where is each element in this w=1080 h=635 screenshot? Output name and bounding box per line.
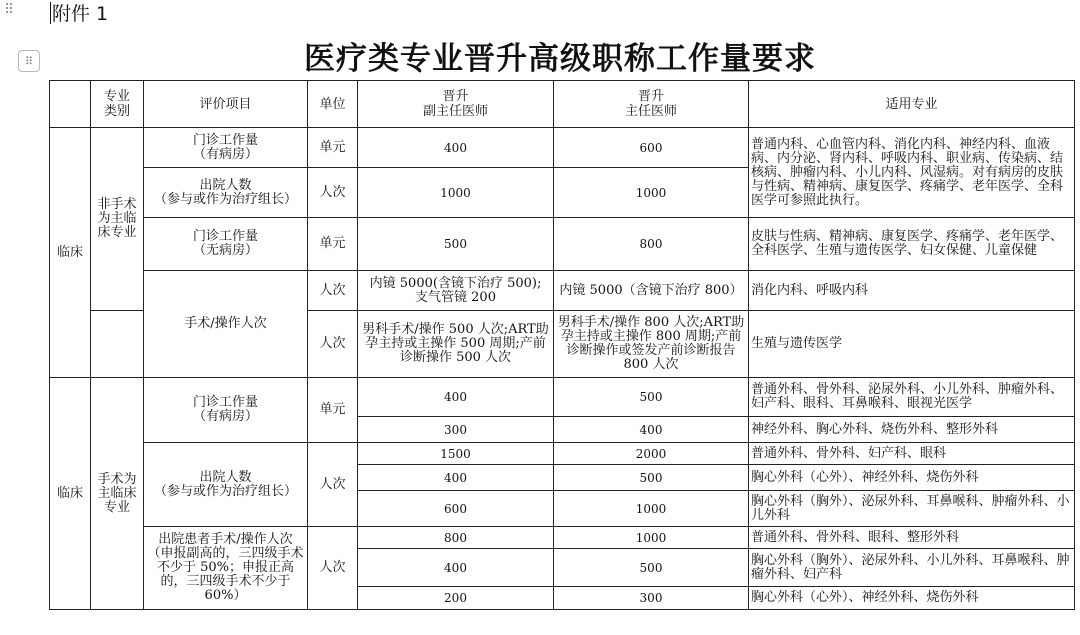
applicable-cell: 生殖与遗传医学 — [749, 311, 1075, 378]
chief-value: 1000 — [554, 527, 749, 549]
category-cell: 非手术 为主临 床专业 — [91, 128, 144, 311]
applicable-cell: 胸心外科（心外）、神经外科、烧伤外科 — [749, 465, 1075, 491]
header-item: 评价项目 — [144, 81, 308, 128]
category-cell: 手术为 主临床 专业 — [91, 378, 144, 610]
chief-value: 600 — [554, 128, 749, 168]
domain-cell: 临床 — [50, 378, 91, 610]
deputy-value: 400 — [358, 465, 554, 491]
deputy-value: 600 — [358, 491, 554, 527]
item-cell: 出院人数 （参与或作为治疗组长） — [144, 168, 308, 218]
applicable-cell: 普通内科、心血管内科、消化内科、神经内科、血液病、内分泌、肾内科、呼吸内科、职业病、传染病、结核病、肿瘤内科、小儿内科、风湿病。对有病房的皮肤与性病、精神病、康复医学、疼痛学、老年医学、全科医学可参照此执行。 — [749, 128, 1075, 218]
table-row — [50, 128, 1075, 168]
chief-value: 500 — [554, 549, 749, 587]
unit-cell: 人次 — [308, 443, 358, 527]
applicable-cell: 皮肤与性病、精神病、康复医学、疼痛学、老年医学、全科医学、生殖与遗传医学、妇女保健、儿童保健 — [749, 218, 1075, 271]
chief-value: 2000 — [554, 443, 749, 465]
table-row — [50, 527, 1075, 549]
applicable-cell: 普通外科、骨外科、泌尿外科、小儿外科、肿瘤外科、妇产科、眼科、耳鼻喉科、眼视光医学 — [749, 378, 1075, 417]
chief-value: 400 — [554, 417, 749, 443]
text-cursor — [50, 2, 51, 24]
domain-cell: 临床 — [50, 128, 91, 378]
deputy-value: 400 — [358, 378, 554, 417]
unit-cell: 人次 — [308, 168, 358, 218]
unit-cell: 单元 — [308, 128, 358, 168]
unit-cell: 人次 — [308, 271, 358, 311]
unit-cell: 单元 — [308, 218, 358, 271]
chief-value: 300 — [554, 587, 749, 610]
applicable-cell: 胸心外科（胸外）、泌尿外科、小儿外科、耳鼻喉科、肿瘤外科、妇产科 — [749, 549, 1075, 587]
deputy-value: 400 — [358, 128, 554, 168]
table-row — [50, 271, 1075, 311]
deputy-value: 400 — [358, 549, 554, 587]
document-title: 医疗类专业晋升高级职称工作量要求 — [304, 41, 816, 77]
chief-value: 500 — [554, 378, 749, 417]
header-unit: 单位 — [308, 81, 358, 128]
table-row — [50, 443, 1075, 465]
drag-handle-icon[interactable]: ⠿ — [4, 2, 14, 18]
unit-cell: 人次 — [308, 527, 358, 610]
annex-label-line[interactable] — [50, 0, 108, 28]
deputy-value: 1000 — [358, 168, 554, 218]
deputy-value: 800 — [358, 527, 554, 549]
item-cell: 手术/操作人次 — [144, 271, 308, 378]
workload-table — [49, 80, 1075, 610]
applicable-cell: 普通外科、骨外科、妇产科、眼科 — [749, 443, 1075, 465]
category-cell-empty — [91, 311, 144, 378]
unit-cell: 单元 — [308, 378, 358, 443]
annex-label: 附件 1 — [52, 3, 109, 25]
applicable-cell: 普通外科、骨外科、眼科、整形外科 — [749, 527, 1075, 549]
deputy-value: 男科手术/操作 500 人次;ART助孕主持或主操作 500 周期;产前诊断操作 500 人次 — [358, 311, 554, 378]
chief-value: 800 — [554, 218, 749, 271]
item-cell: 出院人数 （参与或作为治疗组长） — [144, 443, 308, 527]
item-cell: 门诊工作量 （有病房） — [144, 128, 308, 168]
deputy-value: 1500 — [358, 443, 554, 465]
chief-value: 内镜 5000（含镜下治疗 800） — [554, 271, 749, 311]
chief-value: 1000 — [554, 491, 749, 527]
item-cell: 门诊工作量 （有病房） — [144, 378, 308, 443]
deputy-value: 500 — [358, 218, 554, 271]
applicable-cell: 胸心外科（胸外）、泌尿外科、耳鼻喉科、肿瘤外科、小儿外科 — [749, 491, 1075, 527]
deputy-value: 内镜 5000(含镜下治疗 500); 支气管镜 200 — [358, 271, 554, 311]
table-row — [50, 378, 1075, 417]
chief-value: 500 — [554, 465, 749, 491]
table-row — [50, 218, 1075, 271]
header-deputy: 晋升 副主任医师 — [358, 81, 554, 128]
item-cell: 出院患者手术/操作人次（申报副高的，三四级手术不少于 50%；申报正高的，三四级手术不少于 60%） — [144, 527, 308, 610]
header-row — [50, 81, 1075, 128]
unit-cell: 人次 — [308, 311, 358, 378]
header-chief: 晋升 主任医师 — [554, 81, 749, 128]
header-category: 专业 类别 — [91, 81, 144, 128]
block-menu-icon[interactable]: ⠿ — [18, 50, 40, 72]
header-blank — [50, 81, 91, 128]
applicable-cell: 神经外科、胸心外科、烧伤外科、整形外科 — [749, 417, 1075, 443]
applicable-cell: 消化内科、呼吸内科 — [749, 271, 1075, 311]
deputy-value: 300 — [358, 417, 554, 443]
header-applicable: 适用专业 — [749, 81, 1075, 128]
item-cell: 门诊工作量 （无病房） — [144, 218, 308, 271]
applicable-cell: 胸心外科（心外）、神经外科、烧伤外科 — [749, 587, 1075, 610]
chief-value: 1000 — [554, 168, 749, 218]
deputy-value: 200 — [358, 587, 554, 610]
chief-value: 男科手术/操作 800 人次;ART助孕主持或主操作 800 周期;产前诊断操作或签发产前诊断报告 800 人次 — [554, 311, 749, 378]
